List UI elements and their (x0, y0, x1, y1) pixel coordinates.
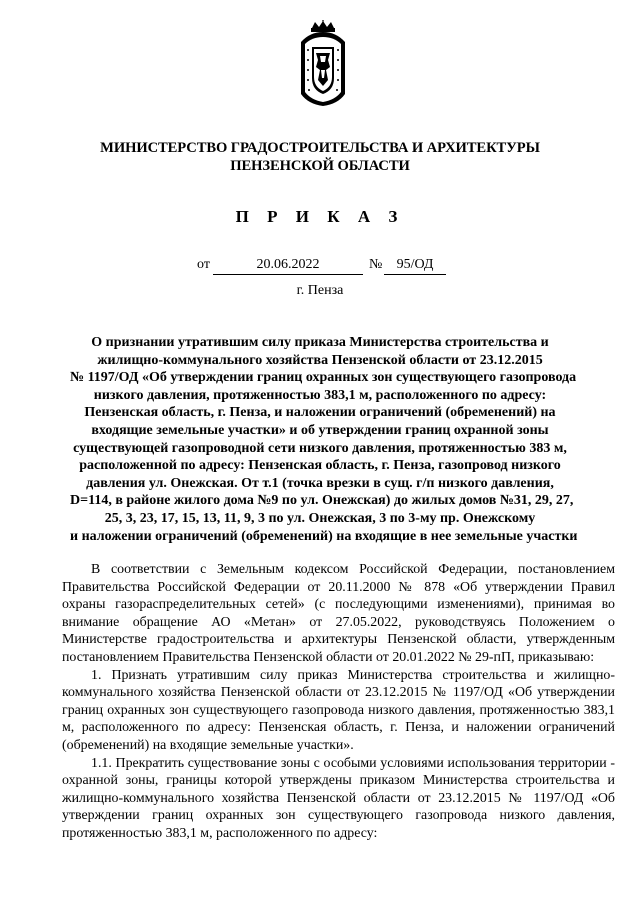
order-body (62, 561, 615, 843)
subject-line: № 1197/ОД «Об утверждении границ охранных зон существующего газопровода (70, 370, 577, 386)
number-label: № (369, 257, 383, 272)
subject-line: расположенной по адресу: Пензенская область, г. Пенза, газопровод низкого (79, 458, 561, 474)
subject-line: Пензенская область, г. Пенза, и наложении ограничений (обременений) на (84, 405, 556, 421)
subject-line: входящие земельные участки» и об утверждении границ охранной зоны (91, 422, 549, 438)
body-paragraph-item-1-1: 1.1. Прекратить существование зоны с особыми условиями использования территории - охранной зоны, границы которой утверждены приказом Министерства строительства и жилищно-коммунального хозяйства Пензенской области от 23.12.2015 № 1197/ОД «Об утверждении границ охранных зон существующего газопровода низкого давления, протяженностью 383,1 м, расположенного по адресу: (62, 755, 615, 841)
order-subject (70, 334, 578, 545)
body-paragraph-preamble: В соответствии с Земельным кодексом Российской Федерации, постановлением Правительства Российской Федерации от 20.11.2000 № 878 «Об утверждении Правил охраны газораспределительных сетей» (с последующими изменениями), принимая во внимание обращение АО «Метан» от 27.05.2022, руководствуясь Положением о Министерстве градостроительства и архитектуры Пензенской области, утвержденным постановлением Правительства Пензенской области от 20.01.2022 № 29-пП, приказываю: (62, 562, 615, 665)
coat-of-arms-emblem (298, 20, 348, 108)
body-paragraph-item-1: 1. Признать утратившим силу приказ Министерства строительства и жилищно-коммунального хозяйства Пензенской области от 23.12.2015 № 1197/ОД «Об утверждении границ охранных зон существующего газопровода низкого давления, протяженностью 383,1 м, расположенного по адресу: Пензенская область, г. Пенза, и наложении ограничений (обременений) на входящие земельные участки». (62, 667, 615, 753)
document-date: 20.06.2022 (213, 257, 363, 275)
date-number-row (0, 255, 640, 277)
ministry-name (60, 139, 580, 175)
subject-line: и наложении ограничений (обременений) на входящие в нее земельные участки (70, 528, 578, 544)
city-name: г. Пенза (296, 283, 344, 298)
subject-line: D=114, в районе жилого дома №9 по ул. Онежская) до жилых домов №31, 29, 27, (70, 493, 574, 509)
subject-line: 25, 3, 23, 17, 15, 13, 11, 9, 3 по ул. Онежская, 3 по 3-му пр. Онежскому (104, 510, 536, 526)
subject-line: О признании утратившим силу приказа Министерства строительства и (91, 335, 549, 350)
document-number: 95/ОД (384, 257, 446, 275)
subject-line: низкого давления, протяженностью 383,1 м, расположенного по адресу: (93, 387, 547, 403)
subject-line: жилищно-коммунального хозяйства Пензенской области от 23.12.2015 (97, 352, 543, 368)
subject-line: давления ул. Онежская. От т.1 (точка врезки в сущ. г/п низкого давления, (86, 475, 554, 491)
ministry-name-line2: ПЕНЗЕНСКОЙ ОБЛАСТИ (230, 158, 410, 174)
date-label: от (197, 257, 210, 272)
document-type-title: П Р И К А З (235, 207, 405, 226)
ministry-name-line1: МИНИСТЕРСТВО ГРАДОСТРОИТЕЛЬСТВА И АРХИТЕКТУРЫ (100, 140, 540, 156)
subject-line: существующей газопроводной сети низкого давления, протяженностью 383 м, (73, 440, 567, 456)
